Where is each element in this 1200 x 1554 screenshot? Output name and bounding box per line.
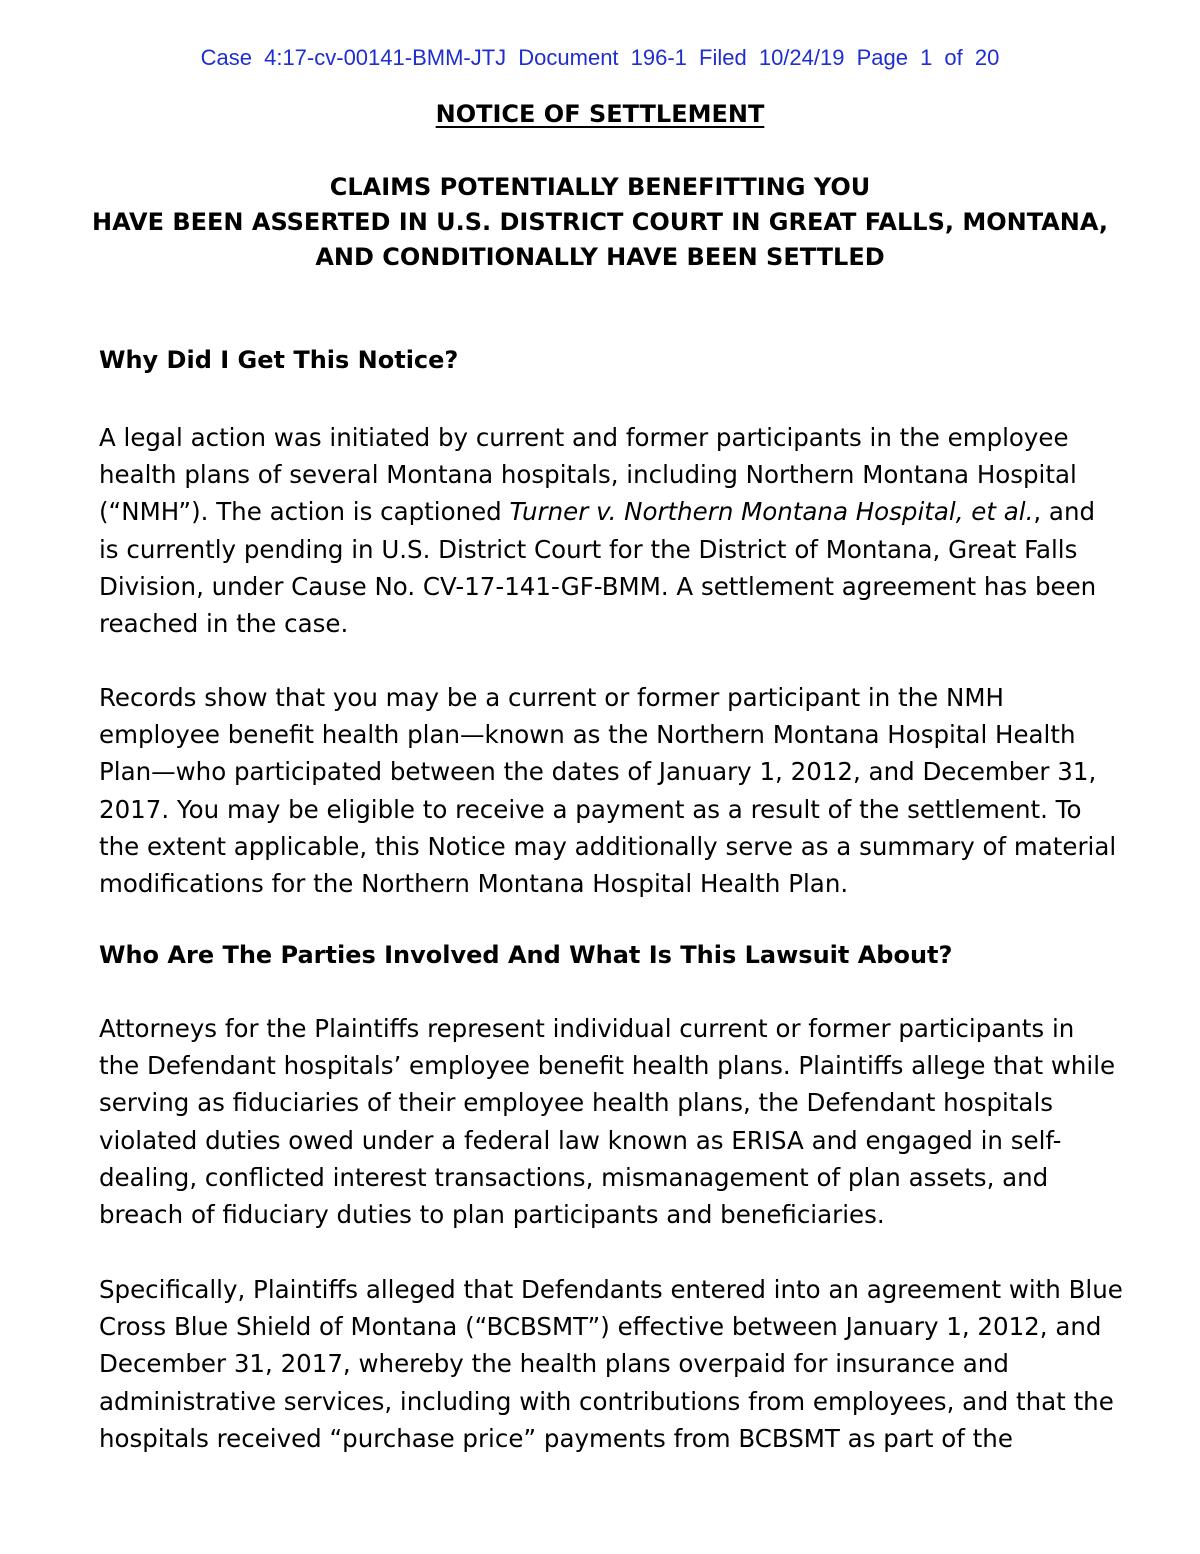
claims-heading [60, 170, 1140, 275]
paragraph-line: employee benefit health plan—known as the Northern Montana Hospital Health [99, 720, 1076, 750]
paragraph-line: Plan—who participated between the dates of January 1, 2012, and December 31, [99, 757, 1097, 787]
case-caption: Turner v. Northern Montana Hospital, et al. [509, 497, 1034, 527]
paragraph-line: hospitals received “purchase price” payments from BCBSMT as part of the [99, 1423, 1013, 1453]
paragraph-line: the extent applicable, this Notice may additionally serve as a summary of material [99, 831, 1117, 861]
claims-heading-line: AND CONDITIONALLY HAVE BEEN SETTLED [315, 243, 885, 271]
paragraph-line: breach of fiduciary duties to plan participants and beneficiaries. [99, 1200, 885, 1230]
paragraph-line: A legal action was initiated by current and former participants in the employee [99, 423, 1069, 452]
claims-heading-line: CLAIMS POTENTIALLY BENEFITTING YOU [329, 173, 871, 201]
case-header: Case 4:17-cv-00141-BMM-JTJ Document 196-1 Filed 10/24/19 Page 1 of 20 [200, 45, 1000, 70]
section-heading-why-notice: Why Did I Get This Notice? [99, 346, 459, 374]
paragraph-line: Division, under Cause No. CV-17-141-GF-BMM. A settlement agreement has been [99, 571, 1097, 601]
paragraph-legal-action [99, 419, 1109, 642]
paragraph-line: Cross Blue Shield of Montana (“BCBSMT”) effective between January 1, 2012, and [99, 1312, 1102, 1342]
paragraph-records [99, 679, 1117, 902]
paragraph-line: 2017. You may be eligible to receive a payment as a result of the settlement. To [99, 794, 1082, 824]
paragraph-line: Attorneys for the Plaintiffs represent individual current or former participants in [99, 1014, 1075, 1043]
notice-title: NOTICE OF SETTLEMENT [435, 100, 765, 128]
paragraph-line: health plans of several Montana hospitals, including Northern Montana Hospital [99, 460, 1077, 490]
paragraph-line: violated duties owed under a federal law known as ERISA and engaged in self- [99, 1125, 1062, 1155]
section-heading-parties: Who Are The Parties Involved And What Is This Lawsuit About? [99, 941, 953, 969]
paragraph-line: modifications for the Northern Montana Hospital Health Plan. [99, 869, 849, 899]
paragraph-line: is currently pending in U.S. District Court for the District of Montana, Great Falls [99, 534, 1078, 564]
paragraph-line: Records show that you may be a current or former participant in the NMH [99, 683, 1004, 712]
paragraph-attorneys [99, 1010, 1116, 1233]
paragraph-line: reached in the case. [99, 609, 349, 639]
paragraph-line [99, 493, 1109, 530]
paragraph-line: administrative services, including with contributions from employees, and that the [99, 1386, 1114, 1416]
caption-intro: (“NMH”). The action is captioned [99, 497, 510, 527]
paragraph-line: dealing, conflicted interest transactions, mismanagement of plan assets, and [99, 1162, 1049, 1192]
paragraph-line: serving as fiduciaries of their employee health plans, the Defendant hospitals [99, 1088, 1054, 1118]
claims-heading-line: HAVE BEEN ASSERTED IN U.S. DISTRICT COURT IN GREAT FALLS, MONTANA, [91, 208, 1109, 236]
paragraph-line: the Defendant hospitals’ employee benefit health plans. Plaintiffs allege that while [99, 1051, 1116, 1081]
paragraph-line: Specifically, Plaintiffs alleged that Defendants entered into an agreement with Blue [99, 1275, 1123, 1304]
caption-suffix: , and [1033, 497, 1096, 527]
paragraph-line: December 31, 2017, whereby the health plans overpaid for insurance and [99, 1349, 1009, 1379]
paragraph-specifically [99, 1271, 1123, 1457]
